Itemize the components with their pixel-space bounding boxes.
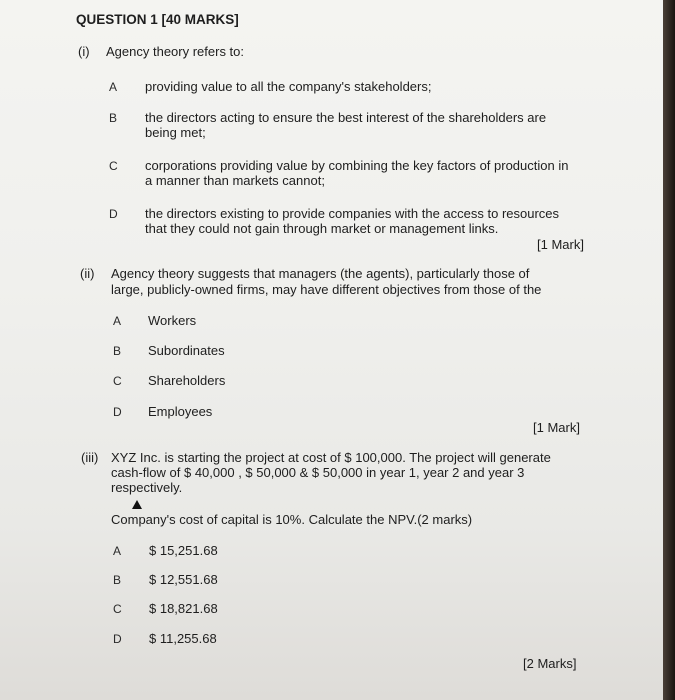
q1-option-c-text-line1: corporations providing value by combining the key factors of production in [145,158,569,173]
q3-option-c-letter: C [113,602,122,616]
q1-option-d-letter: D [109,207,118,221]
q1-option-d-text-line1: the directors existing to provide companies with the access to resources [145,206,560,221]
q1-option-a-text: providing value to all the company's stakeholders; [145,79,432,94]
q3-option-d-text: $ 11,255.68 [149,631,217,646]
q3-stem-line3: respectively. [111,480,183,495]
q2-option-a-letter: A [113,314,122,328]
q2-option-b-letter: B [113,344,122,358]
q3-option-c-text: $ 18,821.68 [149,601,218,616]
q2-number: (ii) [80,266,95,281]
q2-option-d-letter: D [113,405,122,419]
q1-option-d-text-line2: that they could not gain through market or management links. [145,221,499,236]
question-heading: QUESTION 1 [40 MARKS] [76,12,239,27]
q2-option-c-letter: C [113,374,122,388]
q3-instruction: Company's cost of capital is 10%. Calculate the NPV.(2 marks) [111,512,473,527]
mouse-cursor-icon [132,500,142,509]
q1-number: (i) [78,44,90,59]
q1-stem: Agency theory refers to: [106,44,245,59]
photo-edge [663,0,675,700]
q3-option-d-letter: D [113,632,122,646]
q3-option-b-text: $ 12,551.68 [149,572,218,587]
q1-option-c-letter: C [109,159,118,173]
q1-option-a-letter: A [109,80,118,94]
q3-number: (iii) [81,450,99,465]
q3-stem-line2: cash-flow of $ 40,000 , $ 50,000 & $ 50,000 in year 1, year 2 and year 3 [111,465,525,480]
q1-mark: [1 Mark] [537,237,584,252]
q2-option-a-text: Workers [148,313,197,328]
q2-option-d-text: Employees [148,404,213,419]
q3-option-a-text: $ 15,251.68 [149,543,218,558]
q1-option-b-text-line2: being met; [145,125,206,140]
q1-option-b-letter: B [109,111,118,125]
q3-option-b-letter: B [113,573,122,587]
q2-option-b-text: Subordinates [148,343,225,358]
q2-stem-line1: Agency theory suggests that managers (the agents), particularly those of [111,266,530,281]
q3-stem-line1: XYZ Inc. is starting the project at cost of $ 100,000. The project will generate [111,450,551,465]
q1-option-b-text-line1: the directors acting to ensure the best interest of the shareholders are [145,110,547,125]
q3-mark: [2 Marks] [523,656,577,671]
q2-option-c-text: Shareholders [148,373,226,388]
q1-option-c-text-line2: a manner than markets cannot; [145,173,325,188]
q3-option-a-letter: A [113,544,122,558]
q2-stem-line2: large, publicly-owned firms, may have different objectives from those of the [111,282,542,297]
q2-mark: [1 Mark] [533,420,580,435]
